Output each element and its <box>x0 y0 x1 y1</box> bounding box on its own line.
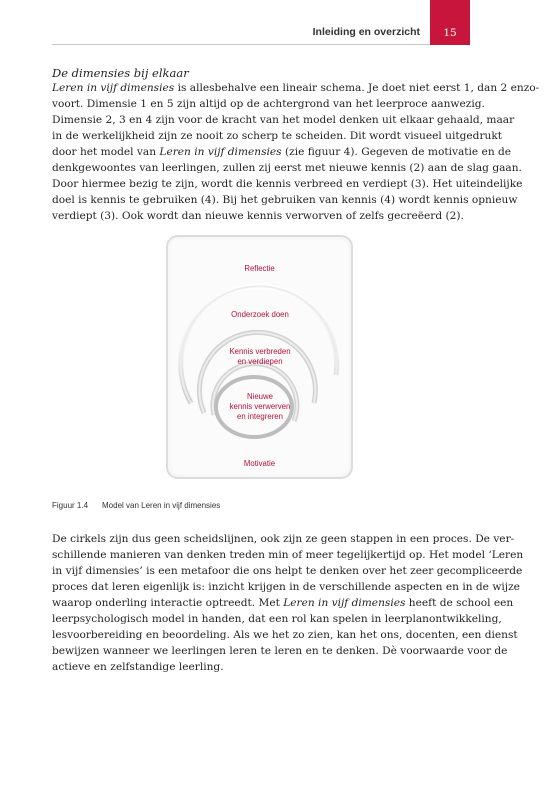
text-run: door het model van <box>52 146 160 158</box>
text-run: Dimensie 2, 3 en 4 zijn voor de kracht van het model denken uit elkaar gehaald, maar <box>52 114 515 126</box>
text-run: bewijzen wanneer we leerlingen leren te leren en te denken. Dè voorwaarde voor de <box>52 645 508 657</box>
text-line <box>52 144 512 160</box>
text-run: in vijf dimensies’ is een metafoor die ons helpt te denken over het zeer gecompliceerde <box>52 565 523 577</box>
text-line <box>52 627 518 643</box>
text-run: in de werkelijkheid zijn ze nooit zo scherp te scheiden. Dit wordt visueel uitgedrukt <box>52 130 503 142</box>
text-run: actieve en zelfstandige leerling. <box>52 661 224 673</box>
label-onderzoek-doen: Onderzoek doen <box>231 310 289 319</box>
text-run: voort. Dimensie 1 en 5 zijn altijd op de achtergrond van het leerproce aanwezig. <box>52 98 485 110</box>
running-header: Inleiding en overzicht <box>312 26 420 38</box>
text-line <box>52 643 508 659</box>
italic-title: Leren in vijf dimensies <box>52 82 175 94</box>
paragraph-2 <box>52 531 524 675</box>
text-line <box>52 611 502 627</box>
page-number: 15 <box>443 27 457 39</box>
text-line <box>52 208 464 224</box>
label-reflectie: Reflectie <box>244 264 275 273</box>
figure-number: Figuur 1.4 <box>52 501 89 510</box>
section-heading: De dimensies bij elkaar <box>52 66 189 80</box>
text-run: De cirkels zijn dus geen scheidslijnen, ook zijn ze geen stappen in een proces. De ver- <box>52 533 515 545</box>
text-line <box>52 176 523 192</box>
figure-caption <box>52 501 220 510</box>
text-line <box>52 595 514 611</box>
text-run: doel is kennis te gebruiken (4). Bij het gebruiken van kennis (4) wordt kennis opnieuw <box>52 194 518 206</box>
label-nieuwe: Nieuwe <box>246 392 273 401</box>
text-run: leerpsychologisch model in handen, dat een rol kan spelen in leerplanontwikkeling, <box>52 613 502 625</box>
text-line <box>52 563 523 579</box>
italic-title: Leren in vijf dimensies <box>283 597 406 609</box>
text-run: is allesbehalve een lineair schema. Je doet niet eerst 1, dan 2 enzo- <box>174 82 540 94</box>
label-en-verdiepen: en verdiepen <box>237 357 283 366</box>
figure-caption-text: Model van Leren in vijf dimensies <box>102 501 221 510</box>
text-line <box>52 96 485 112</box>
page-number-tab <box>430 0 470 45</box>
italic-title: Leren in vijf dimensies <box>159 146 282 158</box>
text-line <box>52 659 444 675</box>
text-line <box>52 547 524 563</box>
text-run: waarop onderling interactie optreedt. Met <box>52 597 284 609</box>
text-line <box>52 192 518 208</box>
text-line <box>52 531 515 547</box>
label-kennis-verbreden: Kennis verbreden <box>229 347 291 356</box>
paragraph-1 <box>52 80 540 224</box>
text-line <box>52 112 515 128</box>
text-run: denkgewoontes van leerlingen, zullen zij eerst met nieuwe kennis (2) aan de slag gaan. <box>52 162 522 174</box>
label-motivatie: Motivatie <box>243 459 276 468</box>
label-kennis-verwerven: kennis verwerven <box>229 402 291 411</box>
text-run: verdiept (3). Ook wordt dan nieuwe kennis verworven of zelfs gecreëerd (2). <box>52 210 464 222</box>
text-run: proces dat leren eigenlijk is: inzicht krijgen in de verschillende aspecten en in de wijze <box>52 581 520 593</box>
text-line <box>52 579 520 595</box>
text-line <box>52 128 503 144</box>
text-run: heeft de school een <box>405 597 514 609</box>
text-line <box>52 80 540 96</box>
text-run: (zie figuur 4). Gegeven de motivatie en de <box>281 146 512 158</box>
text-run: lesvoorbereiding en beoordeling. Als we het zo zien, kan het ons, docenten, een dienst <box>52 629 518 641</box>
header-rule <box>52 44 430 45</box>
label-en-integreren: en integreren <box>237 412 283 421</box>
text-line <box>52 160 522 176</box>
text-run: schillende manieren van denken treden min of meer tegelijkertijd op. Het model ‘Leren <box>52 549 524 561</box>
text-run: Door hiermee bezig te zijn, wordt die kennis verbreed en verdiept (3). Het uiteindelijke <box>52 178 523 190</box>
